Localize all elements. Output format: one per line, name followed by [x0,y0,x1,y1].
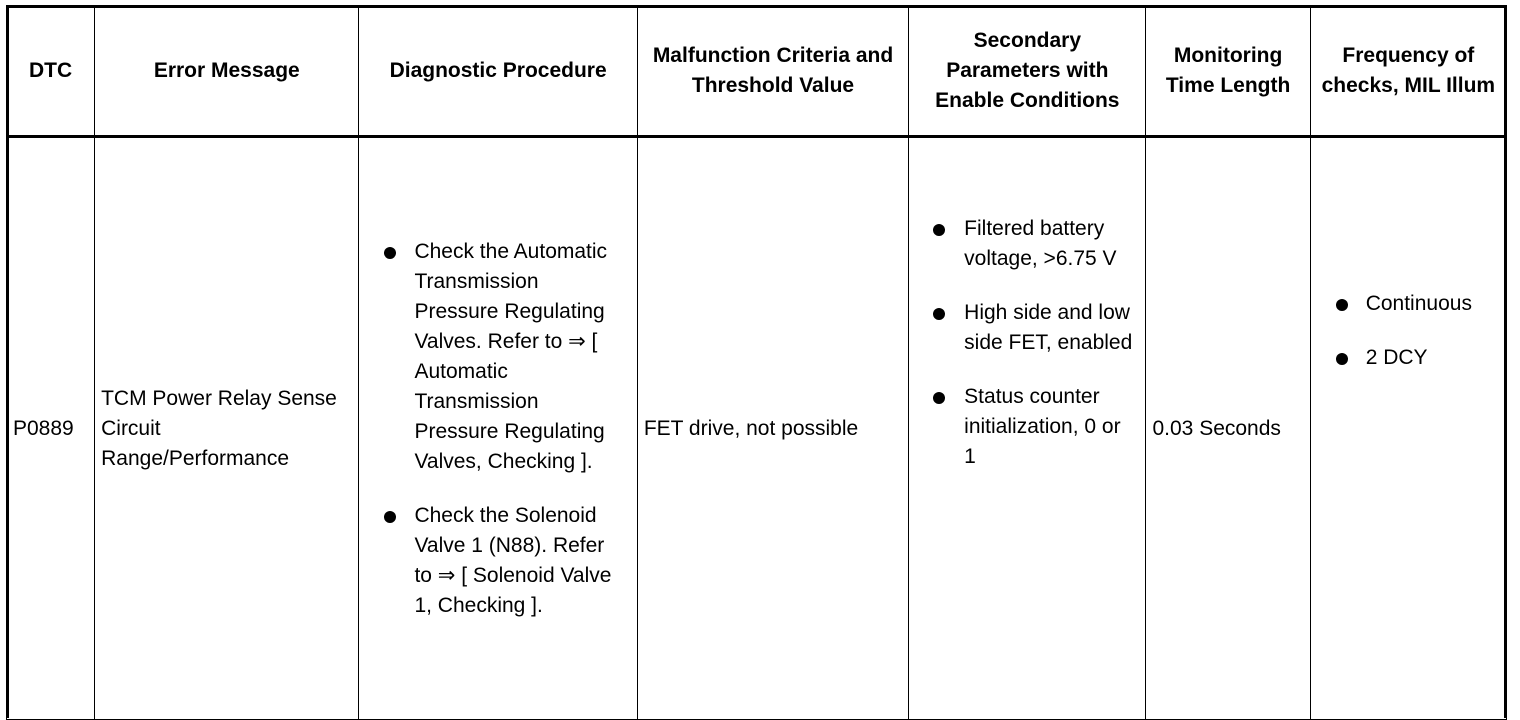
frequency-value: Continuous [1365,291,1472,315]
procedure-step: Check the Automatic Transmission Pressure Regulating Valves. Refer to ⇒ [ Automatic Transmission Pressure Regulating Valves, Checking ]. [414,239,608,473]
list-item [1317,343,1500,373]
dtc-table [6,5,1507,720]
procedure-step: Check the Solenoid Valve 1 (N88). Refer to ⇒ [ Solenoid Valve 1, Checking ]. [414,503,612,617]
frequency-list [1317,289,1500,373]
list-item [915,214,1139,274]
header-row [7,6,1507,137]
header-error-message: Error Message [95,6,359,137]
list-item [365,237,630,477]
header-frequency: Frequency of checks, MIL Illum [1310,6,1506,137]
list-item [1317,289,1500,319]
monitoring-time: 0.03 Seconds [1146,137,1310,720]
list-item [915,298,1139,358]
bullet-icon [384,247,396,259]
error-message: TCM Power Relay Sense Circuit Range/Performance [95,137,359,720]
bullet-icon [1336,299,1348,311]
bullet-icon [933,392,945,404]
frequency-value: 2 DCY [1365,345,1428,369]
diagnostic-procedure-cell [359,137,637,720]
header-dtc: DTC [7,6,95,137]
bullet-icon [933,308,945,320]
malfunction-criteria: FET drive, not possible [637,137,908,720]
secondary-parameter: Status counter initialization, 0 or 1 [964,384,1121,468]
diagnostic-procedure-list [365,237,630,621]
header-monitoring-time: Monitoring Time Length [1146,6,1310,137]
list-item [365,501,630,621]
header-malfunction-criteria: Malfunction Criteria and Threshold Value [637,6,908,137]
header-secondary-parameters: Secondary Parameters with Enable Conditions [909,6,1146,137]
table-row [7,137,1507,720]
frequency-cell [1310,137,1506,720]
bullet-icon [384,511,396,523]
dtc-code: P0889 [7,137,95,720]
bullet-icon [933,224,945,236]
bullet-icon [1336,353,1348,365]
secondary-parameter: High side and low side FET, enabled [964,300,1133,354]
secondary-parameters-list [915,214,1139,472]
secondary-parameter: Filtered battery voltage, >6.75 V [964,216,1117,270]
list-item [915,382,1139,472]
secondary-parameters-cell [909,137,1146,720]
header-diagnostic-procedure: Diagnostic Procedure [359,6,637,137]
